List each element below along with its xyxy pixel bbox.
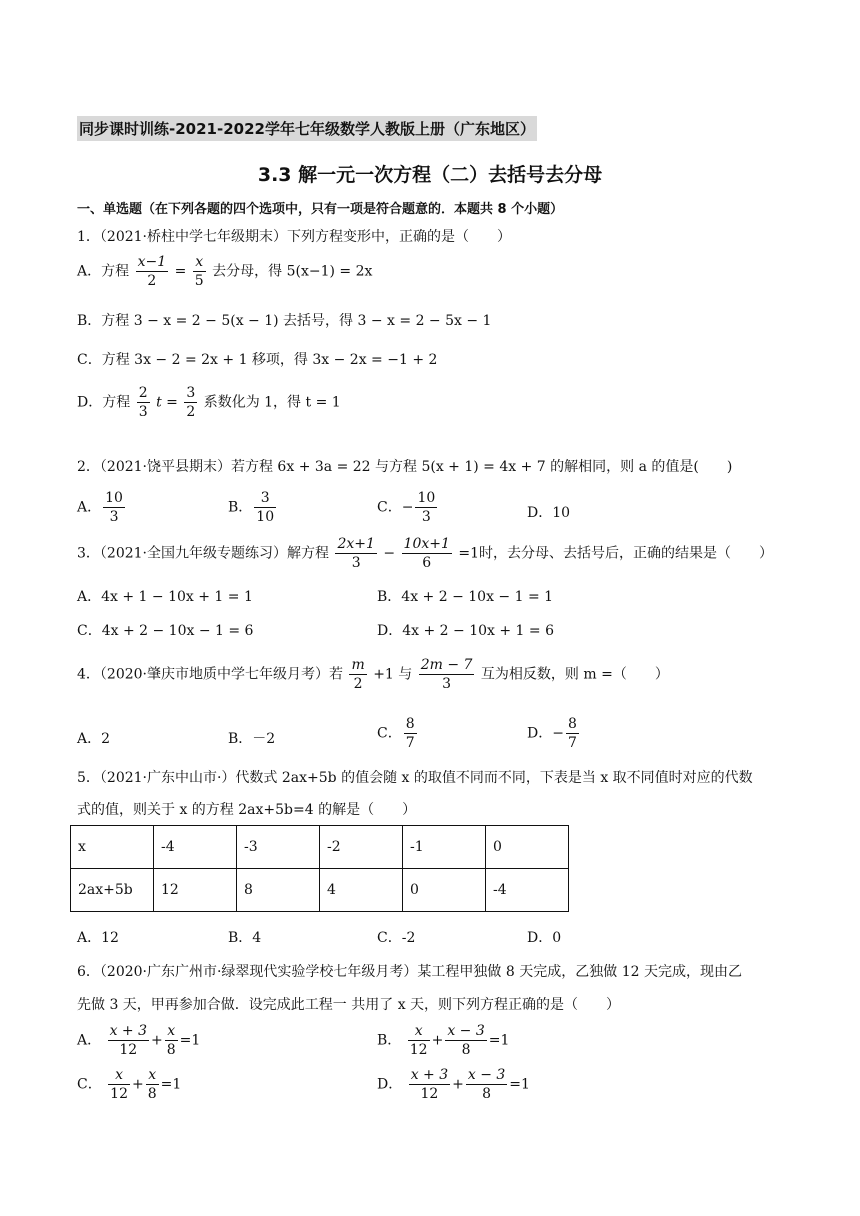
q6-option-d: D． $\frac{x + 3}{12}$ + $\frac{x - 3}{8}$ =1 [377, 1067, 530, 1102]
q1-stem: 1．（2021·桥柱中学七年级期末）下列方程变形中，正确的是（ ） [77, 229, 511, 245]
table-cell: 8 [237, 869, 320, 912]
q2-a-fraction: $\frac{10}{3}$ [105, 490, 123, 525]
q1-a-fraction-2: $\frac{x}{5}$ [194, 254, 204, 289]
q1-option-c: C．方程 3x − 2 = 2x + 1 移项，得 3x − 2x = −1 + 2 [77, 352, 438, 368]
q1-option-b: B．方程 3 − x = 2 − 5(x − 1) 去括号，得 3 − x = 2 − 5x − 1 [77, 313, 492, 329]
q4-d-fraction: $\frac{8}{7}$ [567, 716, 577, 751]
table-cell: 0 [486, 826, 569, 869]
q5-option-a: A．12 [77, 930, 119, 946]
q4-option-b: B．－2 [228, 731, 276, 747]
q6-d-fraction-2: $\frac{x - 3}{8}$ [467, 1067, 506, 1102]
q5-stem-line-1: 5．（2021·广东中山市·）代数式 2ax+5b 的值会随 x 的取值不同而不同，下表是当 x 取不同值时对应的代数 [77, 770, 753, 786]
q5-option-c: C．-2 [377, 930, 416, 946]
q1-a-fraction-1: $\frac{x-1}{2}$ [137, 254, 167, 289]
q4-fraction-2: $\frac{2m - 7}{3}$ [420, 657, 473, 692]
section-heading: 一、单选题（在下列各题的四个选项中，只有一项是符合题意的．本题共 8 个小题） [77, 202, 564, 217]
table-row [71, 869, 569, 912]
table-cell: 0 [403, 869, 486, 912]
q5-value-table [70, 825, 569, 912]
table-cell: -4 [154, 826, 237, 869]
q1-a-suffix: 去分母，得 5(x−1) = 2x [212, 263, 373, 280]
table-cell: -4 [486, 869, 569, 912]
q3-option-b: B．4x + 2 − 10x − 1 = 1 [377, 589, 554, 605]
q6-stem-line-1: 6．（2020·广东广州市·绿翠现代实验学校七年级月考）某工程甲独做 8 天完成，乙独做 12 天完成，现由乙 [77, 964, 742, 980]
table-cell: 12 [154, 869, 237, 912]
q6-a-fraction-2: $\frac{x}{8}$ [166, 1023, 176, 1058]
q3-option-d: D．4x + 2 − 10x + 1 = 6 [377, 623, 554, 639]
q1-a-equals: = [174, 263, 187, 280]
q1-option-a [77, 253, 372, 290]
q6-option-c: C． $\frac{x}{12}$ + $\frac{x}{8}$ =1 [77, 1067, 182, 1102]
q1-a-prefix: A．方程 [77, 263, 130, 280]
q2-c-fraction: $\frac{10}{3}$ [417, 490, 436, 525]
table-cell: -1 [403, 826, 486, 869]
q6-option-a: A． $\frac{x + 3}{12}$ + $\frac{x}{8}$ =1 [77, 1023, 201, 1058]
table-cell: -2 [320, 826, 403, 869]
q2-option-c: C．− $\frac{10}{3}$ [377, 490, 436, 525]
q3-stem: 3．（2021·全国九年级专题练习）解方程 $\frac{2x+1}{3}$ − $\frac{10x+1}{6}$ =1时，去分母、去括号后，正确的结果是（ ） [77, 536, 773, 571]
q3-fraction-2: $\frac{10x+1}{6}$ [403, 536, 450, 571]
q4-stem: 4．（2020·肇庆市地质中学七年级月考）若 $\frac{m}{2}$ +1 与 $\frac{2m - 7}{3}$ 互为相反数，则 m =（ ） [77, 657, 669, 692]
q2-option-a: A． $\frac{10}{3}$ [77, 490, 123, 525]
q4-option-c: C． $\frac{8}{7}$ [377, 716, 415, 751]
page-title: 3.3 解一元一次方程（二）去括号去分母 [257, 164, 603, 186]
q2-b-fraction: $\frac{3}{10}$ [256, 490, 275, 525]
table-cell: 2ax+5b [71, 869, 154, 912]
q6-c-fraction-2: $\frac{x}{8}$ [147, 1067, 157, 1102]
q6-d-fraction-1: $\frac{x + 3}{12}$ [410, 1067, 449, 1102]
q3-option-c: C．4x + 2 − 10x − 1 = 6 [77, 623, 254, 639]
q3-option-a: A．4x + 1 − 10x + 1 = 1 [77, 589, 253, 605]
q4-option-d: D．− $\frac{8}{7}$ [527, 716, 577, 751]
q1-option-d [77, 384, 341, 421]
q1-d-fraction-2: $\frac{3}{2}$ [186, 385, 196, 420]
series-banner: 同步课时训练-2021-2022学年七年级数学人教版上册（广东地区） [77, 116, 537, 141]
q3-fraction-1: $\frac{2x+1}{3}$ [337, 536, 375, 571]
q6-option-b: B． $\frac{x}{12}$ + $\frac{x - 3}{8}$ =1 [377, 1023, 510, 1058]
q6-c-fraction-1: $\frac{x}{12}$ [110, 1067, 128, 1102]
table-cell: -3 [237, 826, 320, 869]
q5-stem-line-2: 式的值，则关于 x 的方程 2ax+5b=4 的解是（ ） [77, 802, 417, 818]
q5-option-d: D．0 [527, 930, 562, 946]
q1-d-middle: t = [156, 394, 178, 411]
q4-option-a: A．2 [77, 731, 111, 747]
q6-stem-line-2: 先做 3 天，甲再参加合做．设完成此工程一 共用了 x 天，则下列方程正确的是（ ） [77, 997, 621, 1013]
q2-option-d: D．10 [527, 505, 571, 521]
q4-fraction-1: $\frac{m}{2}$ [351, 657, 365, 692]
q1-d-prefix: D．方程 [77, 394, 131, 411]
table-cell: 4 [320, 869, 403, 912]
q1-d-fraction-1: $\frac{2}{3}$ [138, 385, 148, 420]
q1-d-suffix: 系数化为 1，得 t = 1 [203, 394, 341, 411]
q2-stem: 2．（2021·饶平县期末）若方程 6x + 3a = 22 与方程 5(x + 1) = 4x + 7 的解相同，则 a 的值是( ) [77, 459, 733, 475]
q6-b-fraction-2: $\frac{x - 3}{8}$ [447, 1023, 485, 1058]
q6-b-fraction-1: $\frac{x}{12}$ [409, 1023, 428, 1058]
q4-c-fraction: $\frac{8}{7}$ [405, 716, 415, 751]
q6-a-fraction-1: $\frac{x + 3}{12}$ [109, 1023, 148, 1058]
q5-option-b: B．4 [228, 930, 262, 946]
table-cell: x [71, 826, 154, 869]
q2-option-b: B． $\frac{3}{10}$ [228, 490, 275, 525]
table-row [71, 826, 569, 869]
